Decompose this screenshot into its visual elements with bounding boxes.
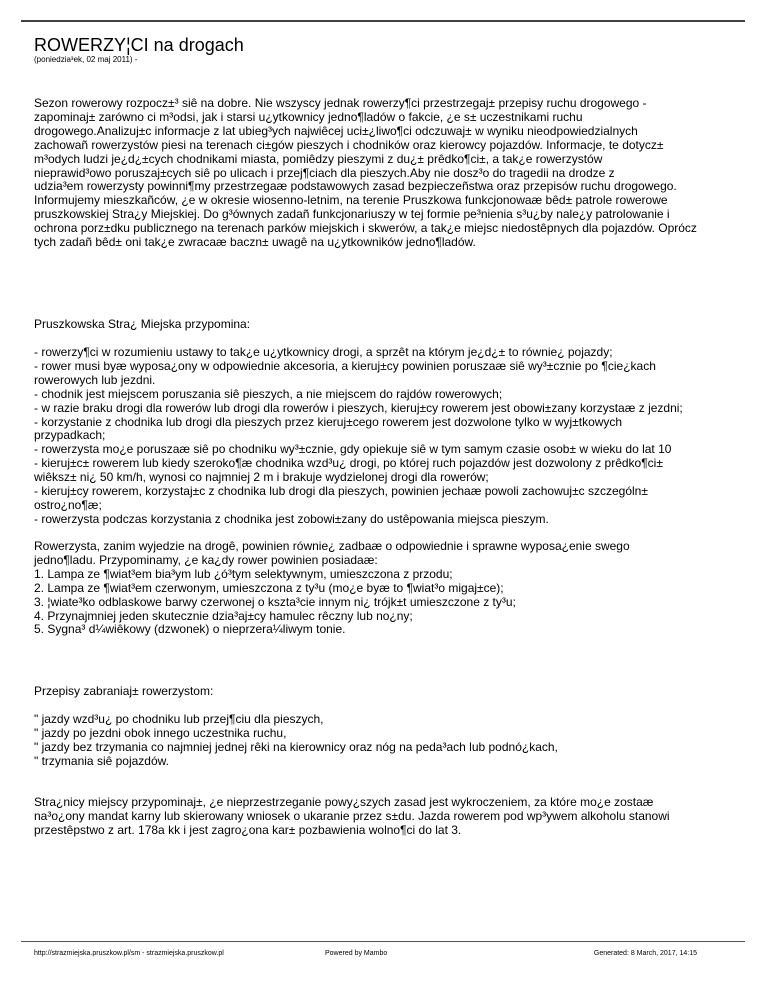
list-item: 1. Lampa ze ¶wiat³em bia³ym lub ¿ó³tym selektywnym, umieszczona z przodu;	[34, 566, 453, 581]
list-item: " jazdy bez trzymania co najmniej jednej rêki na kierownicy oraz nóg na peda³ach lub podnó¿kach,	[34, 739, 558, 754]
list-item: 2. Lampa ze ¶wiat³em czerwonym, umieszczona z ty³u (mo¿e byæ to ¶wiat³o migaj±ce);	[34, 580, 504, 595]
header-rule	[21, 20, 745, 22]
list-item: - kieruj±c± rowerem lub kiedy szeroko¶æ chodnika wzd³u¿ drogi, po której ruch pojazdów jest dozwolony z prêdko¶ci±	[34, 456, 663, 471]
list-item: - w razie braku drogi dla rowerów lub drogi dla rowerów i pieszych, kieruj±cy rowerem jest obowi±zany korzystaæ z jezdni;	[34, 400, 683, 415]
list-item: przypadkach;	[34, 428, 106, 443]
closing-paragraph	[34, 796, 740, 838]
footer-url-link[interactable]: http://strazmiejska.pruszkow.pl/sm - strazmiejska.pruszkow.pl	[34, 950, 224, 957]
list-item: " jazdy wzd³u¿ po chodniku lub przej¶ciu dla pieszych,	[34, 712, 324, 726]
list-item: - rowerzysta mo¿e poruszaæ siê po chodniku wy³±cznie, gdy opiekuje siê w tym samym czasie osob± w wieku do lat 10	[34, 442, 672, 457]
text-line: na³o¿ony mandat karny lub skierowany wniosek o ukaranie przez s±du. Jazda rowerem pod wp³ywem alkoholu stanowi	[34, 808, 670, 823]
list-item: wiêksz± ni¿ 50 km/h, wynosi co najmniej 2 m i brakuje wydzielonej drogi dla rowerów;	[34, 470, 489, 485]
text-line: ochrona porz±dku publicznego na terenach parków miejskich i skwerów, a tak¿e miejsc niedostêpnych dla pojazdów. Oprócz	[34, 221, 697, 236]
footer-rule	[21, 941, 745, 942]
text-line: Informujemy mieszkañców, ¿e w okresie wiosenno-letnim, na terenie Pruszkowa funkcjonowaæ bêd± patrole rowerowe	[34, 193, 668, 208]
footer-powered-by: Powered by Mambo	[325, 950, 388, 957]
list-item: " trzymania siê pojazdów.	[34, 753, 169, 768]
text-line: pruszkowskiej Stra¿y Miejskiej. Do g³ównych zadañ funkcjonariuszy w tej formie pe³nienia s³u¿by nale¿y patrolowanie i	[34, 207, 670, 222]
text-line: m³odych ludzi je¿d¿±cych chodnikami miasta, pomiêdzy pieszymi z du¿± prêdko¶ci±, a tak¿e rowerzystów	[34, 151, 603, 166]
text-line: jedno¶ladu. Przypominamy, ¿e ka¿dy rower powinien posiadaæ:	[34, 552, 378, 567]
list-item: 4. Przynajmniej jeden skutecznie dzia³aj±cy hamulec rêczny lub no¿ny;	[34, 608, 413, 623]
text-line: nieprawid³owo poruszaj±cych siê po ulicach i przej¶ciach dla pieszych.Aby nie dosz³o do tragedii na drodze z	[34, 165, 615, 180]
equipment-paragraph	[34, 540, 740, 637]
text-line: tych zadañ bêd± oni tak¿e zwracaæ baczn± uwagê na u¿ytkowników jedno¶ladów.	[34, 235, 476, 250]
text-line: drogowego.Analizuj±c informacje z lat ubieg³ych najwiêcej uci±¿liwo¶ci odczuwaj± w wyniku nieodpowiedzialnych	[34, 123, 638, 138]
text-line: Stra¿nicy miejscy przypominaj±, ¿e nieprzestrzeganie powy¿szych zasad jest wykroczeniem, za które mo¿e zostaæ	[34, 795, 654, 809]
reminds-list	[34, 346, 740, 527]
list-item: 3. ¦wiate³ko odblaskowe barwy czerwonej o kszta³cie innym ni¿ trójk±t umieszczone z ty³u;	[34, 594, 516, 609]
list-item: - rowerzy¶ci w rozumieniu ustawy to tak¿e u¿ytkownicy drogi, a sprzêt na którym je¿d¿± to równie¿ pojazdy;	[34, 345, 613, 359]
list-item: - rower musi byæ wyposa¿ony w odpowiednie akcesoria, a kieruj±cy powinien poruszaæ siê wy³±cznie po ¶cie¿kach	[34, 358, 656, 373]
text-line: zapominaj± zarówno ci m³odsi, jak i starsi u¿ytkownicy jedno¶ladów o fakcie, ¿e s± uczestnikami ruchu	[34, 109, 583, 124]
intro-paragraph	[34, 97, 740, 250]
text-line: Sezon rowerowy rozpocz±³ siê na dobre. Nie wszyscy jednak rowerzy¶ci przestrzegaj± przepisy ruchu drogowego -	[34, 96, 647, 110]
list-item: ostro¿no¶æ;	[34, 497, 102, 512]
text-line: zachowañ rowerzystów piesi na terenach ci±gów pieszych i chodników oraz kierowcy pojazdów. Informacje, te dotycz±	[34, 137, 664, 152]
footer-generated: Generated: 8 March, 2017, 14:15	[593, 950, 697, 957]
reminds-heading: Pruszkowska Stra¿ Miejska przypomina:	[34, 317, 251, 331]
list-item: - korzystanie z chodnika lub drogi dla pieszych przez kieruj±cego rowerem jest dozwolone tylko w wyj±tkowych	[34, 414, 623, 429]
text-line: udzia³em rowerzysty powinni¶my przestrzegaæ podstawowych zasad bezpieczeñstwa oraz przepisów ruchu drogowego.	[34, 179, 677, 194]
article-title: ROWERZY¦CI na drogach	[34, 35, 244, 55]
text-line: Rowerzysta, zanim wyjedzie na drogê, powinien równie¿ zadbaæ o odpowiednie i sprawne wyposa¿enie swego	[34, 539, 630, 553]
list-item: rowerowych lub jezdni.	[34, 372, 156, 387]
article-date: (poniedzia³ek, 02 maj 2011) -	[34, 55, 138, 64]
list-item: " jazdy po jezdni obok innego uczestnika ruchu,	[34, 725, 287, 740]
list-item: 5. Sygna³ d¼wiêkowy (dzwonek) o nieprzera¼liwym tonie.	[34, 622, 346, 637]
list-item: - rowerzysta podczas korzystania z chodnika jest zobowi±zany do ustêpowania miejsca pieszym.	[34, 511, 549, 526]
text-line: przestêpstwo z art. 178a kk i jest zagro¿ona kar± pozbawienia wolno¶ci do lat 3.	[34, 822, 462, 837]
list-item: - kieruj±cy rowerem, korzystaj±c z chodnika lub drogi dla pieszych, powinien jechaæ powoli zachowuj±c szczególn±	[34, 484, 648, 499]
list-item: - chodnik jest miejscem poruszania siê pieszych, a nie miejscem do rajdów rowerowych;	[34, 386, 503, 401]
forbids-list	[34, 713, 740, 769]
forbids-heading: Przepisy zabraniaj± rowerzystom:	[34, 684, 214, 698]
